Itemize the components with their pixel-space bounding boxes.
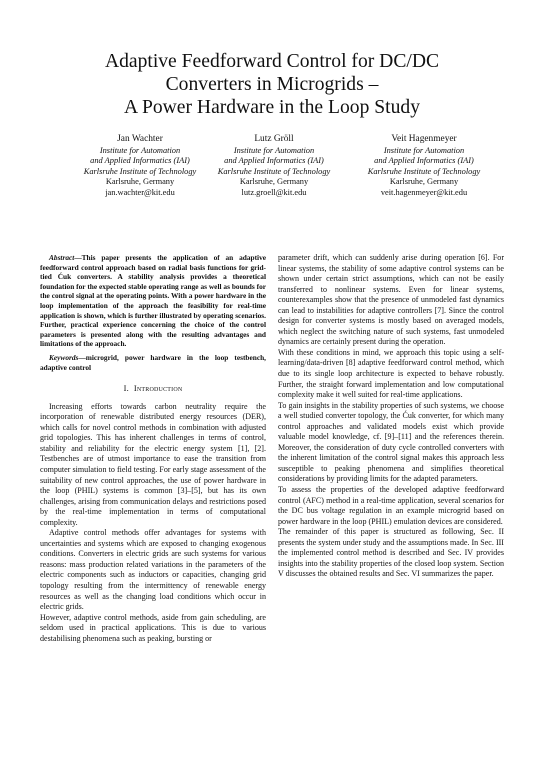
author-affiliation-line: Karlsruhe Institute of Technology (367, 166, 481, 176)
author-affiliation-line: and Applied Informatics (IAI) (374, 156, 474, 166)
author-name: Lutz Gröll (254, 134, 294, 144)
author-name: Veit Hagenmeyer (391, 134, 457, 144)
keywords (40, 353, 266, 372)
keywords-label: Keywords (49, 352, 79, 362)
body-paragraph: parameter drift, which can suddenly arise during operation [6]. For linear systems, the stability of some adaptive control systems can be shown under certain strict assumptions, which can not be easily transferred to nonlinear systems. Even for linear systems, counterexamples show that the presence of unmodeled fast dynamics can lead to instabilities for adaptive controllers [7]. Since the control design for converter systems is mostly based on averaged models, which neglect the switching nature of such systems, fast unmodeled dynamics are certainly present during the operation. (278, 253, 504, 347)
body-paragraph: The remainder of this paper is structured as following, Sec. II presents the system under study and the assumptions made. In Sec. III the implemented control method is described and Sec. IV provides insights into the stability properties of the closed loop system. Section V discusses the obtained results and Sec. VI summarizes the paper. (278, 527, 504, 579)
author-location: Karlsruhe, Germany (389, 177, 459, 187)
abstract (40, 253, 266, 349)
author-affiliation-line: and Applied Informatics (IAI) (224, 156, 324, 166)
author-affiliation-line: Institute for Automation (233, 145, 315, 155)
right-column (278, 253, 504, 580)
abstract-label: Abstract (49, 253, 75, 262)
author-location: Karlsruhe, Germany (239, 177, 309, 187)
body-paragraph: To gain insights in the stability properties of such systems, we choose a well studied converter topology, the Ćuk converter, for which many control approaches and validated models exist which provide valuable model knowledge, cf. [9]–[11] and the references therein. Moreover, the consideration of duty cycle controlled converters with the inherent limitation of the control signal makes this approach less susceptible to peaking phenomena and simplifies theoretical considerations by providing limits for the adapted parameters. (278, 400, 504, 484)
author-email: jan.wachter@kit.edu (105, 187, 175, 197)
author-affiliation-line: Institute for Automation (383, 145, 465, 155)
author-affiliation-line: and Applied Informatics (IAI) (90, 156, 190, 166)
author-affiliation-line: Institute for Automation (99, 145, 181, 155)
author-block (339, 134, 509, 199)
title-line: Converters in Microgrids – (165, 74, 379, 95)
body-paragraph: To assess the properties of the developed adaptive feedforward control (AFC) method in a real-time application, several scenarios for the DC bus voltage regulation in an example microgrid based on power hardware in the loop (PHIL) emulation devices are considered. (278, 485, 504, 526)
body-paragraph: Adaptive control methods offer advantages for systems with uncertainties and systems which are exposed to changing exogenous conditions. Converters in electric grids are such systems for various reasons: mass production related variations in the parameters of the electric components such as inductors or capacities, changing grid topology resulting from the intermittency of renewable energy resources as well as the changing load conditions which occur in electric grids. (40, 528, 266, 612)
body-paragraph: With these conditions in mind, we approach this topic using a self-learning/data-driven [8] adaptive feedforward control method, which due to its single loop architecture is expected to behave robustly. Further, the straight forward implementation and low computational complexity make it well suited for real-time applications. (278, 347, 504, 400)
author-email: lutz.groell@kit.edu (241, 187, 307, 197)
author-email: veit.hagenmeyer@kit.edu (380, 187, 468, 197)
section-number: I. (123, 384, 129, 394)
author-location: Karlsruhe, Germany (105, 177, 175, 187)
body-paragraph: Increasing efforts towards carbon neutrality require the incorporation of renewable distributed energy resources (DER), which calls for novel control methods in combination with adjusted grid topologies. This has inherent challenges in terms of control, stability and reliability for the electric energy system [1], [2]. Testbenches are of utmost importance to ease the transition from computer simulation to field testing. For early stage assessment of the suitability of new control approaches, the use of power hardware in the loop (PHIL) systems is common [3]–[5], but has its own challenges, arising from communication delays and restrictions posed by the real-time implementation in terms of computational complexity. (40, 401, 266, 527)
paper-title (40, 50, 504, 119)
left-column (40, 253, 266, 644)
author-affiliation-line: Karlsruhe Institute of Technology (217, 166, 331, 176)
author-affiliation-line: Karlsruhe Institute of Technology (83, 166, 197, 176)
title-line: Adaptive Feedforward Control for DC/DC (104, 51, 440, 72)
abstract-text: —This paper presents the application of an adaptive feedforward control approach based on radial basis functions for grid-tied Ćuk converters. A stability analysis provides a theoretical foundation for the expected stable operating range as well as bounds for the control signal at the operating points. With a power hardware in the loop implementation of the approach the feasibility for real-time application is shown, which is further illustrated by operating scenarios. Further, practical experience concerning the choice of the control parameters is presented along with the resulting advantages and limitations of the approach. (40, 253, 266, 349)
body-paragraph: However, adaptive control methods, aside from gain scheduling, are seldom used in practical applications. This is due to various destabilising phenomena such as peaking, bursting or (40, 612, 266, 643)
title-line: A Power Hardware in the Loop Study (123, 97, 421, 118)
author-name: Jan Wachter (117, 134, 163, 144)
author-block (189, 134, 359, 199)
keywords-text: —microgrid, power hardware in the loop testbench, adaptive control (40, 352, 266, 372)
section-title: Introduction (133, 384, 183, 394)
section-heading (40, 384, 266, 395)
